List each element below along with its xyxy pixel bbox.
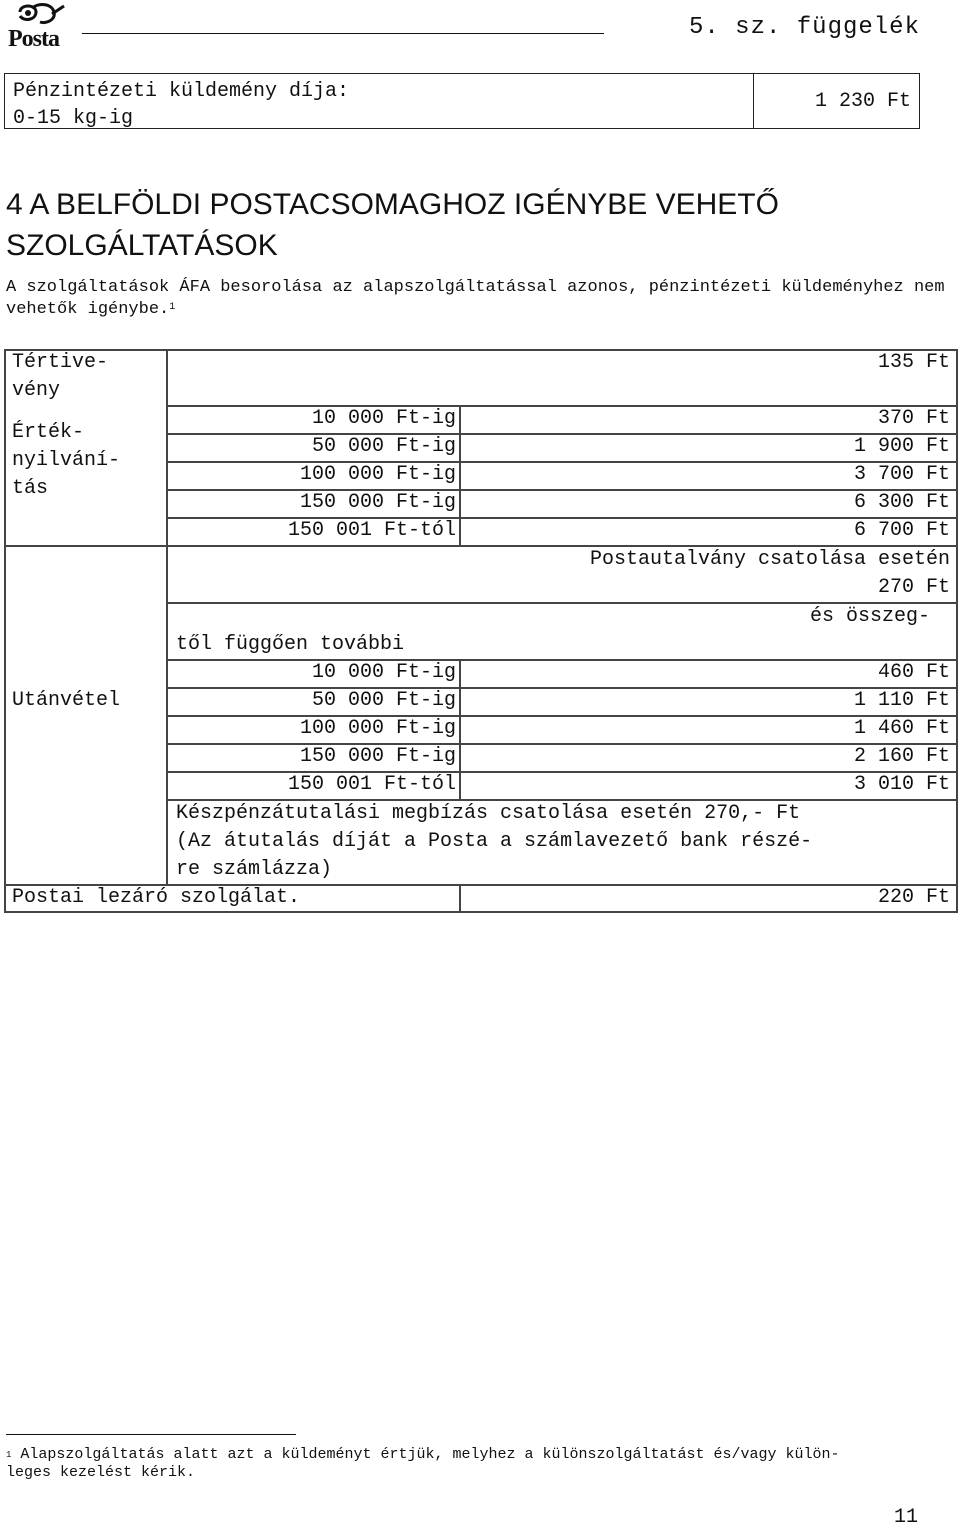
- utanvetel-range-4: 150 000 Ft-ig: [299, 745, 456, 768]
- inner-rule: [166, 433, 958, 435]
- section-intro: [6, 277, 946, 321]
- footnote-mark: 1: [6, 1450, 12, 1460]
- ertek-price-2: 1 900 Ft: [853, 435, 950, 458]
- ertek-price-5: 6 700 Ft: [853, 519, 950, 542]
- inner-rule: [166, 517, 958, 519]
- fee-box: [4, 73, 920, 129]
- table-border-left: [4, 349, 6, 913]
- utanvetel-price-1: 460 Ft: [877, 661, 950, 684]
- label-column-divider: [166, 349, 168, 884]
- fee-box-divider: [753, 74, 754, 128]
- fee-value: 1 230 Ft: [814, 90, 911, 113]
- ertek-label: Érték- nyilvání- tás: [12, 421, 121, 500]
- ertek-range-3: 100 000 Ft-ig: [299, 463, 456, 486]
- inner-rule: [166, 715, 958, 717]
- logo-text: Posta: [8, 26, 59, 52]
- tertiveveny-price: 135 Ft: [877, 351, 950, 374]
- keszpenz-note-1: (Az átutalás díját a Posta a számlavezető bank részé-: [176, 830, 813, 853]
- lezaro-divider: [459, 884, 461, 912]
- ertek-range-4: 150 000 Ft-ig: [299, 491, 456, 514]
- postautalvany-text: Postautalvány csatolása esetén: [589, 548, 950, 571]
- utanvetel-range-2: 50 000 Ft-ig: [311, 689, 456, 712]
- ertek-price-1: 370 Ft: [877, 407, 950, 430]
- utanvetel-range-3: 100 000 Ft-ig: [299, 717, 456, 740]
- footnote-ref: 1: [169, 302, 176, 313]
- page-number: 11: [893, 1506, 918, 1529]
- footnote-text: Alapszolgáltatás alatt azt a küldeményt értjük, melyhez a különszolgáltatást és/vagy külön- leges kezelést kérik.: [6, 1446, 840, 1481]
- utanvetel-range-divider: [459, 659, 461, 799]
- footnote-rule: [6, 1434, 296, 1435]
- fee-label: Pénzintézeti küldemény díja: 0-15 kg-ig: [13, 80, 350, 130]
- lezaro-label: Postai lezáró szolgálat.: [12, 886, 301, 909]
- utanvetel-range-1: 10 000 Ft-ig: [311, 661, 456, 684]
- inner-rule: [166, 405, 958, 407]
- tertiveveny-label: Tértive- vény: [12, 351, 109, 402]
- header-rule: [82, 33, 604, 34]
- posta-logo: [6, 2, 70, 56]
- osszeg-text-1: és összeg-: [809, 605, 930, 628]
- section-title: 4 A BELFÖLDI POSTACSOMAGHOZ IGÉNYBE VEHETŐ SZOLGÁLTATÁSOK: [6, 188, 779, 262]
- inner-rule: [166, 461, 958, 463]
- ertek-range-2: 50 000 Ft-ig: [311, 435, 456, 458]
- utanvetel-price-3: 1 460 Ft: [853, 717, 950, 740]
- inner-rule: [166, 771, 958, 773]
- inner-rule: [166, 659, 958, 661]
- ertek-price-3: 3 700 Ft: [853, 463, 950, 486]
- utanvetel-price-4: 2 160 Ft: [853, 745, 950, 768]
- lezaro-price: 220 Ft: [877, 886, 950, 909]
- appendix-label: 5. sz. függelék: [688, 14, 920, 41]
- utanvetel-price-2: 1 110 Ft: [853, 689, 950, 712]
- ertek-price-4: 6 300 Ft: [853, 491, 950, 514]
- services-table: [4, 349, 958, 913]
- postautalvany-price: 270 Ft: [877, 576, 950, 599]
- ertek-range-5: 150 001 Ft-tól: [287, 519, 456, 542]
- ertek-range-1: 10 000 Ft-ig: [311, 407, 456, 430]
- keszpenz-text: Készpénzátutalási megbízás csatolása esetén 270,- Ft: [176, 802, 801, 825]
- intro-text: A szolgáltatások ÁFA besorolása az alapszolgáltatással azonos, pénzintézeti küldeményhez nem vehetők igénybe.: [6, 278, 945, 319]
- keszpenz-note-2: re számlázza): [176, 858, 333, 881]
- table-border-top: [4, 349, 958, 351]
- ertek-range-divider: [459, 405, 461, 545]
- inner-rule: [166, 743, 958, 745]
- utanvetel-label: Utánvétel: [12, 689, 121, 712]
- utanvetel-range-5: 150 001 Ft-tól: [287, 773, 456, 796]
- footnote: [6, 1446, 926, 1482]
- inner-rule: [166, 489, 958, 491]
- inner-rule: [166, 687, 958, 689]
- osszeg-text-2: től függően további: [176, 633, 405, 656]
- utanvetel-price-5: 3 010 Ft: [853, 773, 950, 796]
